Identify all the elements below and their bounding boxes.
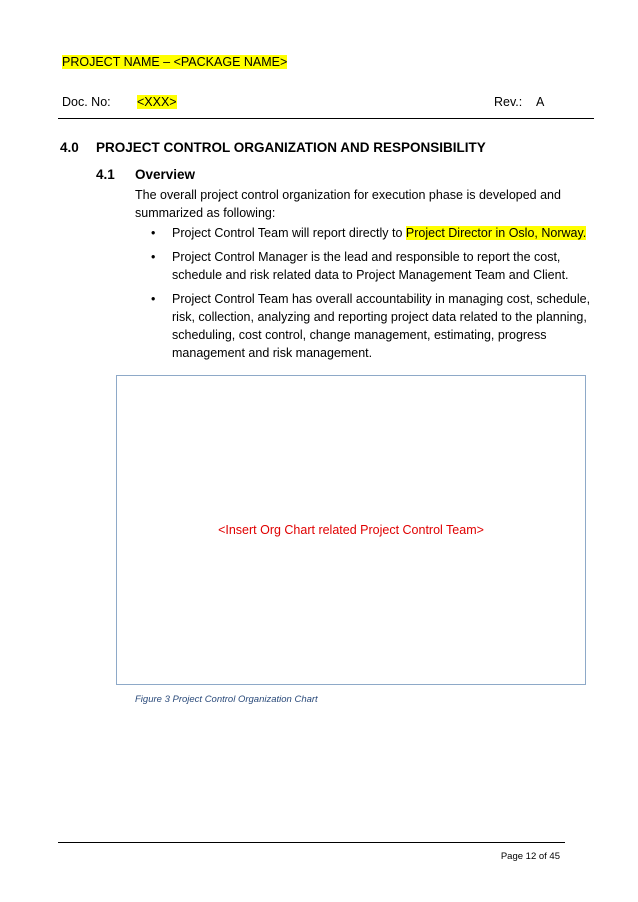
figure-caption: Figure 3 Project Control Organization Chart <box>135 694 318 705</box>
doc-no-value: <XXX> <box>137 95 177 109</box>
rev-value: A <box>536 95 545 109</box>
org-chart-placeholder-box <box>116 375 586 685</box>
list-item <box>135 248 593 284</box>
list-item <box>135 224 593 242</box>
subsection-title: Overview <box>135 167 196 182</box>
bullet-text: Project Control Team has overall accountability in managing cost, schedule, risk, collection, analyzing and reporting project data related to the planning, scheduling, cost control, change management, estimating, progress management and risk management. <box>172 292 591 360</box>
footer-divider <box>58 842 565 843</box>
rev-label: Rev.: <box>494 95 523 109</box>
bullet-list <box>135 224 593 368</box>
page-number: Page 12 of 45 <box>500 851 560 862</box>
bullet-text: Project Control Manager is the lead and responsible to report the cost, schedule and risk related data to Project Management Team and Client. <box>172 250 569 282</box>
bullet-text: Project Control Team will report directly to <box>172 226 406 240</box>
bullet-icon: • <box>151 226 156 240</box>
org-chart-placeholder-text: <Insert Org Chart related Project Control Team> <box>218 523 484 537</box>
list-item <box>135 290 593 362</box>
intro-paragraph: The overall project control organization for execution phase is developed and summarized as following: <box>135 188 561 220</box>
bullet-icon: • <box>151 250 156 264</box>
project-name: PROJECT NAME – <PACKAGE NAME> <box>62 55 288 69</box>
highlighted-text: Project Director in Oslo, Norway. <box>405 226 587 240</box>
header-divider <box>58 118 594 119</box>
doc-no-label: Doc. No: <box>62 95 111 109</box>
section-title: PROJECT CONTROL ORGANIZATION AND RESPONSIBILITY <box>96 140 486 155</box>
subsection-number: 4.1 <box>96 167 115 182</box>
section-number: 4.0 <box>60 140 79 155</box>
bullet-icon: • <box>151 292 156 306</box>
